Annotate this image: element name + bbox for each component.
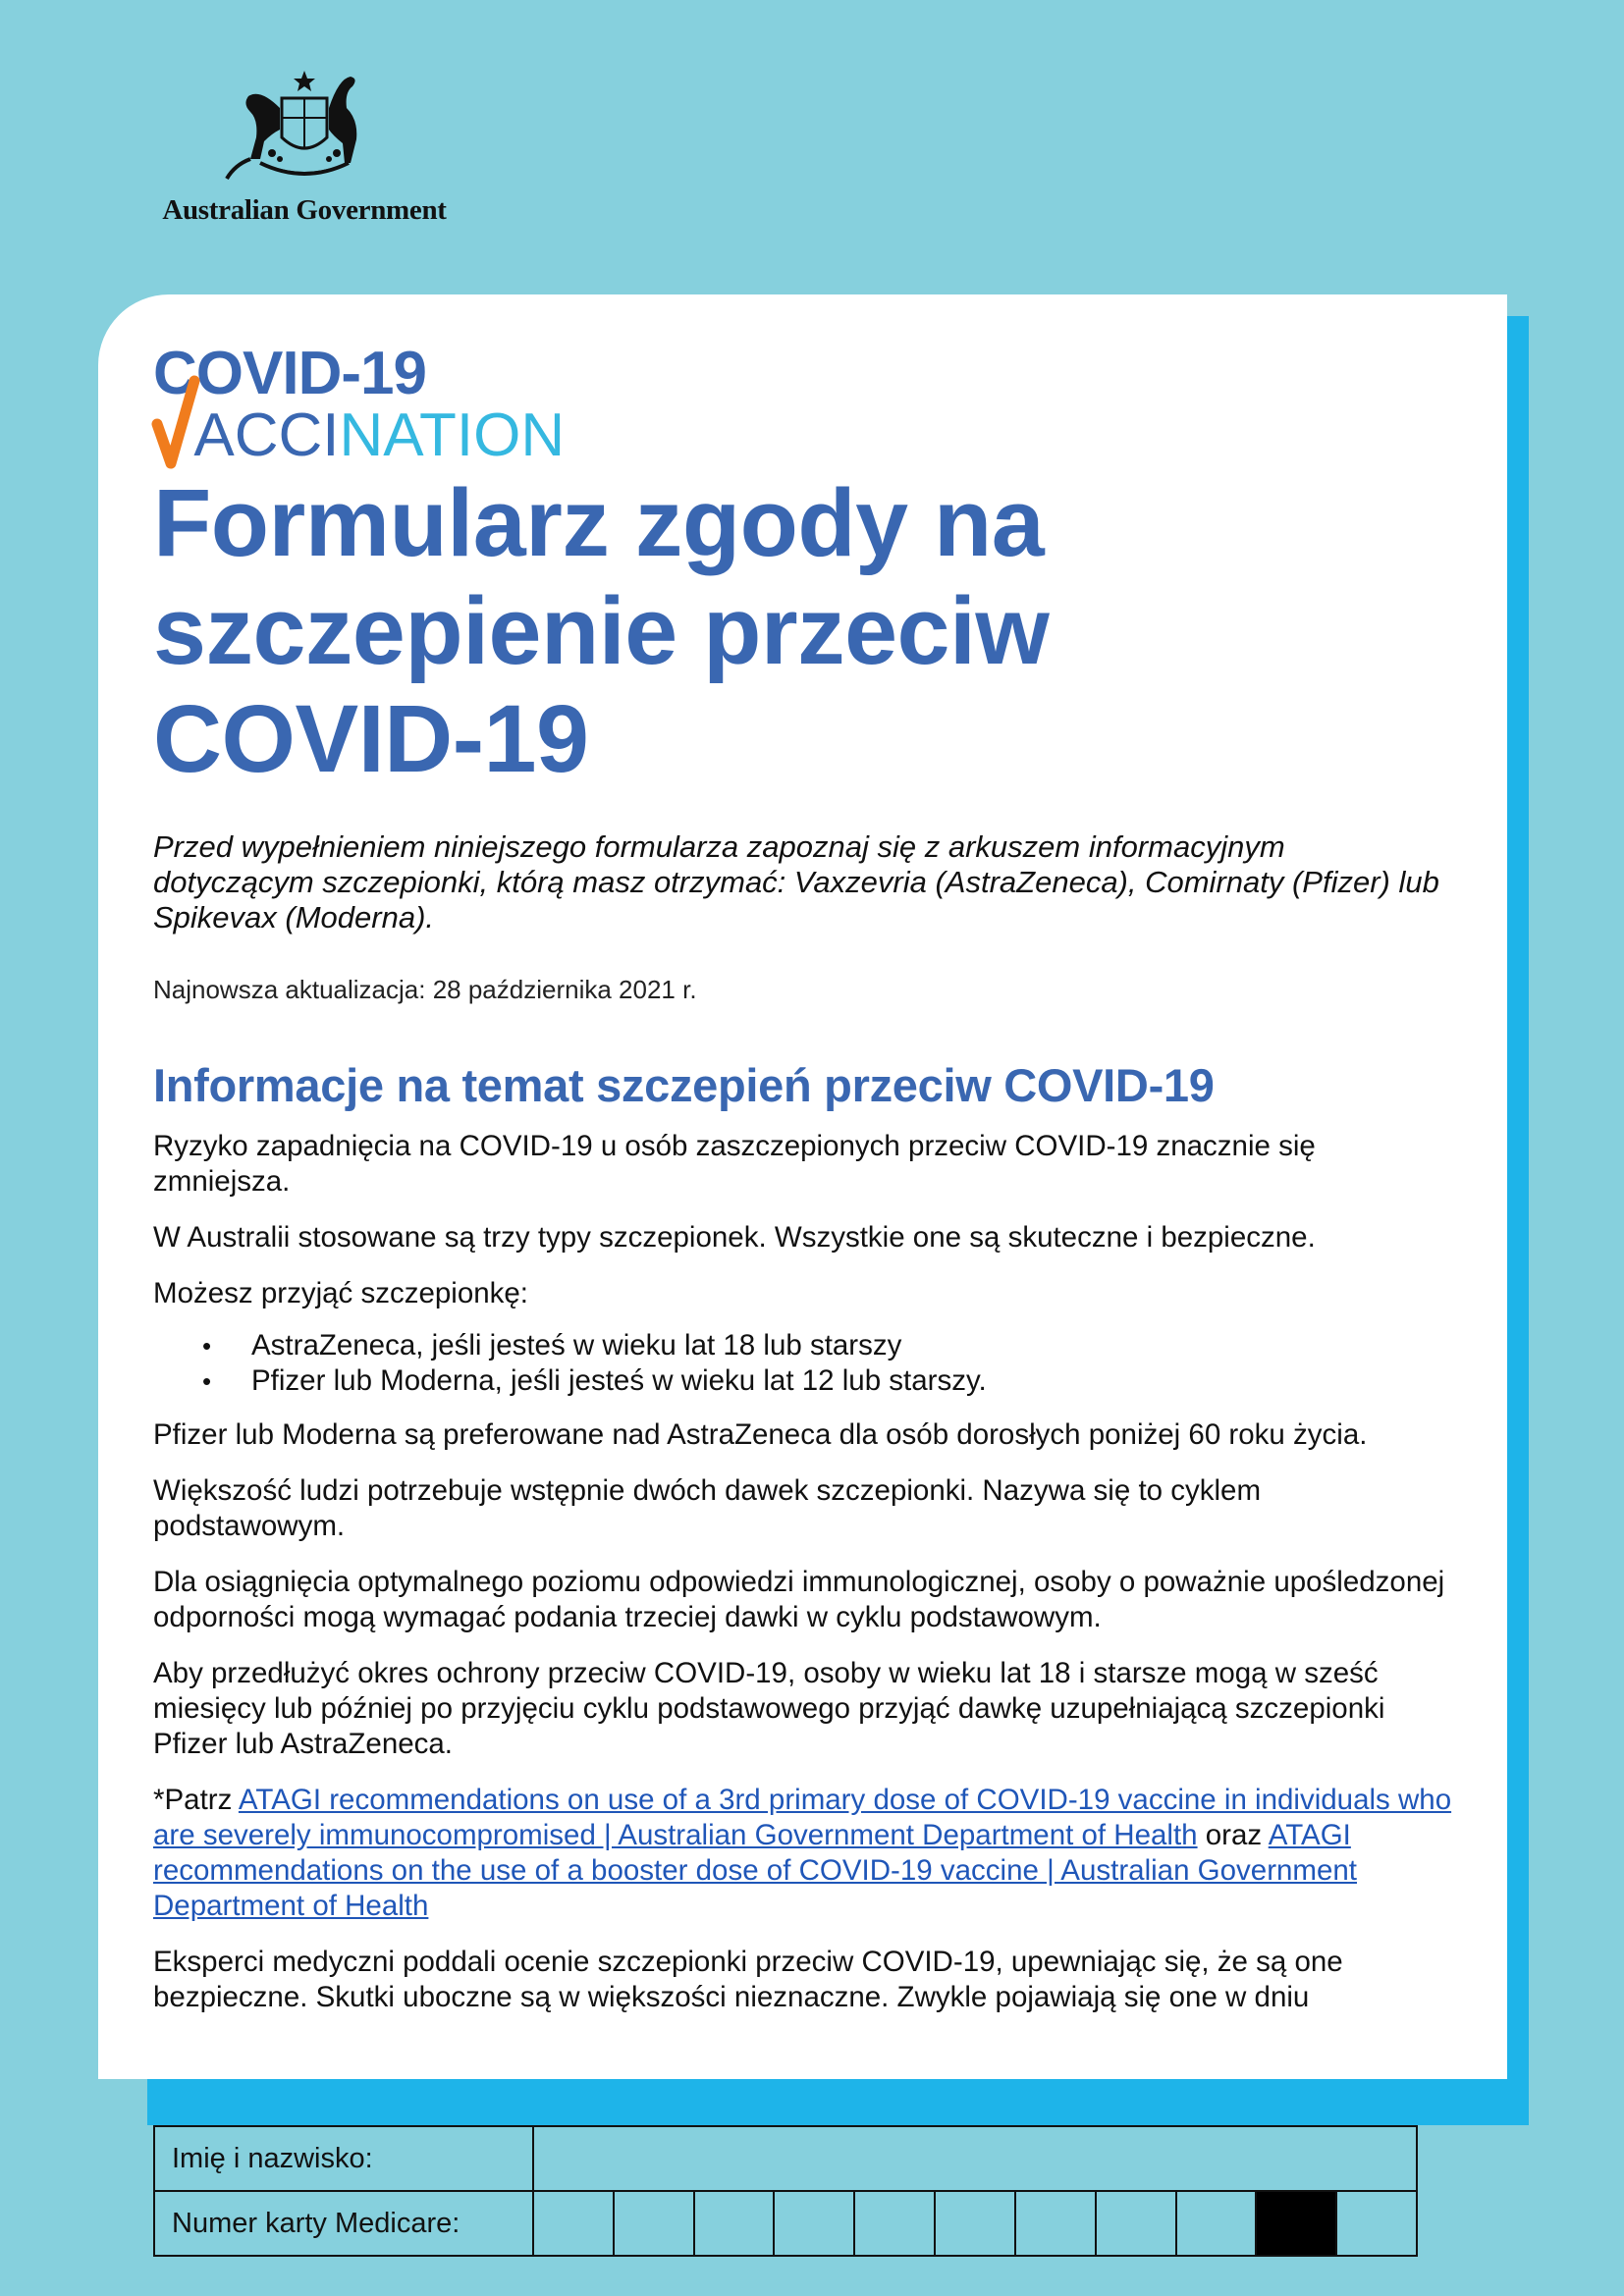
atagi-booster-link[interactable]: ATAGI recommendations on the use of a booster dose of COVID-19 vaccine | Australian Government Department of Health [153, 1819, 1358, 1922]
bullet-icon: • [202, 1366, 212, 1396]
paragraph: Ryzyko zapadnięcia na COVID-19 u osób zaszczepionych przeciw COVID-19 znacznie się zmniejsza. [153, 1130, 1316, 1198]
last-updated: Najnowsza aktualizacja: 28 października 2021 r. [153, 975, 697, 1004]
medicare-digit-box[interactable] [693, 2192, 774, 2255]
paragraph: Pfizer lub Moderna są preferowane nad AstraZeneca dla osób dorosłych poniżej 60 roku życia. [153, 1418, 1368, 1451]
logo-line-2 [153, 401, 566, 469]
medicare-digit-box[interactable] [934, 2192, 1014, 2255]
vaccine-eligibility-list [153, 1328, 1459, 1399]
bullet-icon: • [202, 1331, 212, 1361]
section-heading: Informacje na temat szczepień przeciw COVID-19 [153, 1059, 1215, 1111]
medicare-digit-box[interactable] [1175, 2192, 1256, 2255]
paragraph: W Australii stosowane są trzy typy szczepionek. Wszystkie one są skuteczne i bezpieczne. [153, 1221, 1316, 1254]
list-item [202, 1363, 1459, 1399]
medicare-number-field [533, 2191, 1417, 2256]
medicare-digit-box[interactable] [613, 2192, 693, 2255]
government-logo [147, 69, 461, 227]
logo-nation: NATION [339, 401, 566, 469]
logo-line-1: COVID-19 [153, 340, 426, 407]
paragraph: Eksperci medyczni poddali ocenie szczepionki przeciw COVID-19, upewniając się, że są one bezpieczne. Skutki uboczne są w większości nieznaczne. Zwykle pojawiają się one w dniu [153, 1946, 1343, 2013]
list-item [202, 1328, 1459, 1363]
government-name: Australian Government [162, 194, 447, 226]
medicare-digit-box[interactable] [853, 2192, 934, 2255]
list-item-text: Pfizer lub Moderna, jeśli jesteś w wieku lat 12 lub starszy. [251, 1364, 987, 1397]
reference-paragraph [153, 1783, 1459, 1924]
intro-text: Przed wypełnieniem niniejszego formularza zapoznaj się z arkuszem informacyjnym dotyczącym szczepionki, którą masz otrzymać: Vaxzevria (AstraZeneca), Comirnaty (Pfizer) lub Spikevax (Moderna). [153, 829, 1439, 934]
name-label: Imię i nazwisko: [154, 2126, 533, 2191]
medicare-digit-box[interactable] [534, 2192, 613, 2255]
ref-prefix: *Patrz [153, 1784, 239, 1816]
content-card [98, 294, 1507, 2079]
medicare-digit-box[interactable] [1014, 2192, 1095, 2255]
list-item-text: AstraZeneca, jeśli jesteś w wieku lat 18 lub starszy [251, 1329, 902, 1362]
medicare-digit-box-blocked [1255, 2192, 1335, 2255]
covid-vaccination-logo [153, 340, 566, 469]
medicare-digit-box[interactable] [1335, 2192, 1416, 2255]
page-title: Formularz zgody na szczepienie przeciw COVID-19 [153, 469, 1050, 792]
paragraph: Możesz przyjąć szczepionkę: [153, 1277, 529, 1309]
paragraph: Dla osiągnięcia optymalnego poziomu odpowiedzi immunologicznej, osoby o poważnie upośledzonej odporności mogą wymagać podania trzeciej dawki w cyklu podstawowym. [153, 1566, 1445, 1633]
patient-details-form [153, 2125, 1418, 2257]
name-field[interactable] [533, 2126, 1417, 2191]
medicare-digit-box[interactable] [773, 2192, 853, 2255]
coat-of-arms-icon [221, 69, 388, 187]
logo-acci: ACCI [193, 401, 340, 469]
ref-middle: oraz [1197, 1819, 1269, 1851]
section-body [153, 1129, 1459, 2036]
checkmark-icon [151, 373, 200, 471]
paragraph: Większość ludzi potrzebuje wstępnie dwóch dawek szczepionki. Nazywa się to cyklem podstawowym. [153, 1474, 1262, 1542]
paragraph: Aby przedłużyć okres ochrony przeciw COVID-19, osoby w wieku lat 18 i starsze mogą w sześć miesięcy lub później po przyjęciu cyklu podstawowego przyjąć dawkę uzupełniającą szczepionki Pfizer lub AstraZeneca. [153, 1657, 1385, 1760]
medicare-digit-box[interactable] [1095, 2192, 1175, 2255]
medicare-label: Numer karty Medicare: [154, 2191, 533, 2256]
name-row [154, 2126, 1417, 2191]
medicare-row [154, 2191, 1417, 2256]
atagi-3rd-dose-link[interactable]: ATAGI recommendations on use of a 3rd primary dose of COVID-19 vaccine in individuals who are severely immunocompromised | Australian Government Department of Health [153, 1784, 1452, 1851]
